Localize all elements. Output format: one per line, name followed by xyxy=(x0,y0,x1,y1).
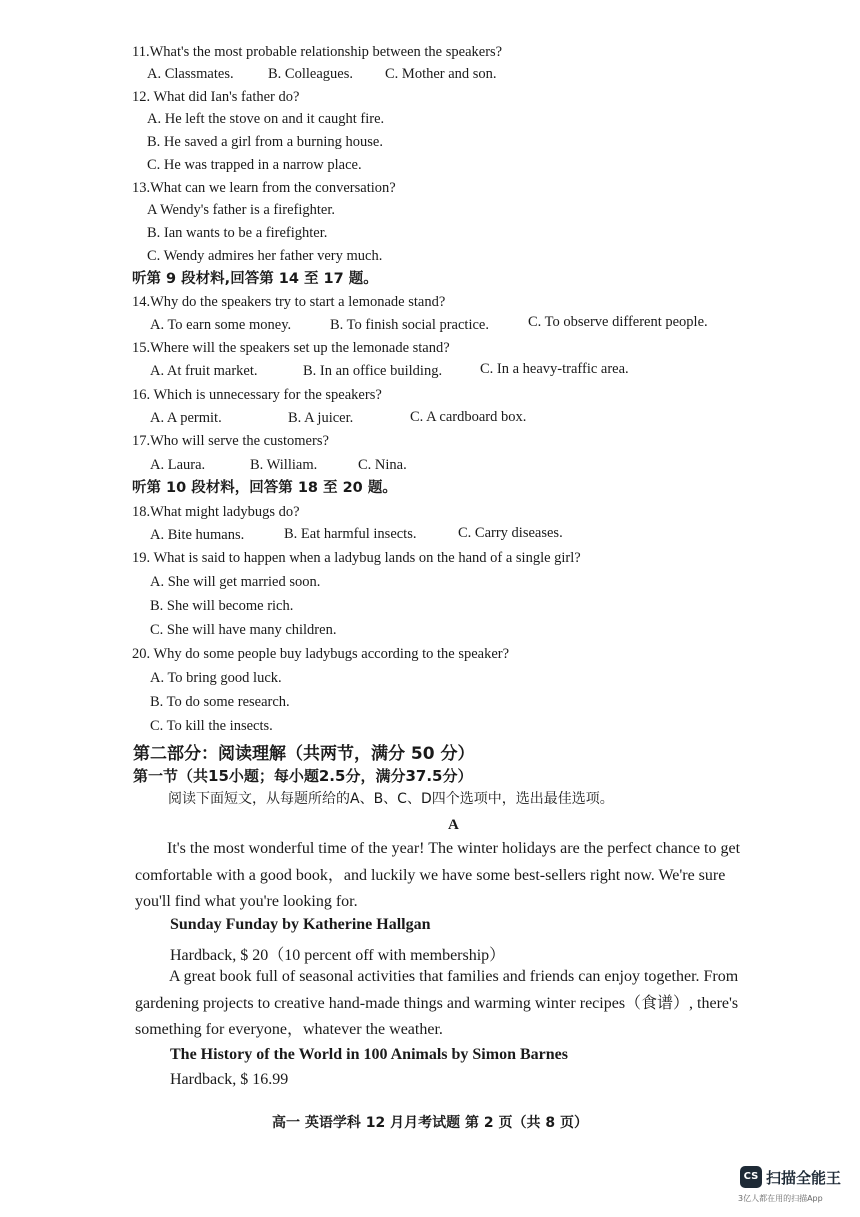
q16-option-b: B. A juicer. xyxy=(288,410,354,426)
question-16-stem: 16. Which is unnecessary for the speakers? xyxy=(132,387,382,403)
book-1-price: Hardback, $ 20（10 percent off with membership） xyxy=(170,947,506,964)
q12-option-b: B. He saved a girl from a burning house. xyxy=(147,134,383,150)
q18-option-b: B. Eat harmful insects. xyxy=(284,526,417,542)
q14-option-c: C. To observe different people. xyxy=(528,314,708,330)
q17-option-c: C. Nina. xyxy=(358,457,407,473)
q15-option-c: C. In a heavy-traffic area. xyxy=(480,361,629,377)
q13-option-a: A Wendy's father is a firefighter. xyxy=(147,202,336,218)
book-2-price: Hardback, $ 16.99 xyxy=(170,1071,289,1088)
q19-option-a: A. She will get married soon. xyxy=(150,574,321,590)
section-heading-material-9: 听第 9 段材料,回答第 14 至 17 题。 xyxy=(132,271,378,287)
q20-option-c: C. To kill the insects. xyxy=(150,718,273,734)
question-15-stem: 15.Where will the speakers set up the lemonade stand? xyxy=(132,340,450,356)
q16-option-a: A. A permit. xyxy=(150,410,222,426)
q11-option-a: A. Classmates. xyxy=(147,66,234,82)
q19-option-b: B. She will become rich. xyxy=(150,598,294,614)
question-19-stem: 19. What is said to happen when a ladybug lands on the hand of a single girl? xyxy=(132,550,581,566)
q15-option-a: A. At fruit market. xyxy=(150,363,258,379)
scanner-logo-icon: CS xyxy=(740,1166,762,1188)
book-2-title: The History of the World in 100 Animals by Simon Barnes xyxy=(170,1046,568,1063)
q13-option-c: C. Wendy admires her father very much. xyxy=(147,248,383,264)
q15-option-b: B. In an office building. xyxy=(303,363,443,379)
q11-option-b: B. Colleagues. xyxy=(268,66,353,82)
q11-option-c: C. Mother and son. xyxy=(385,66,497,82)
scanner-app-name: 扫描全能王 xyxy=(766,1168,842,1187)
passage-label: A xyxy=(448,817,459,833)
q18-option-a: A. Bite humans. xyxy=(150,527,245,543)
question-13-stem: 13.What can we learn from the conversation? xyxy=(132,180,396,196)
q20-option-b: B. To do some research. xyxy=(150,694,290,710)
q12-option-c: C. He was trapped in a narrow place. xyxy=(147,157,362,173)
question-20-stem: 20. Why do some people buy ladybugs according to the speaker? xyxy=(132,646,510,662)
q16-option-c: C. A cardboard box. xyxy=(410,409,527,425)
reading-instruction: 阅读下面短文，从每题所给的A、B、C、D四个选项中，选出最佳选项。 xyxy=(168,791,614,807)
q14-option-b: B. To finish social practice. xyxy=(330,317,489,333)
q20-option-a: A. To bring good luck. xyxy=(150,670,282,686)
part-two-heading: 第二部分：阅读理解（共两节，满分 50 分） xyxy=(133,744,475,764)
book-1-title: Sunday Funday by Katherine Hallgan xyxy=(170,916,431,933)
q12-option-a: A. He left the stove on and it caught fire. xyxy=(147,111,385,127)
q17-option-b: B. William. xyxy=(250,457,318,473)
question-14-stem: 14.Why do the speakers try to start a lemonade stand? xyxy=(132,294,446,310)
question-11-stem: 11.What's the most probable relationship between the speakers? xyxy=(132,44,503,60)
question-18-stem: 18.What might ladybugs do? xyxy=(132,504,300,520)
page-footer: 高一 英语学科 12 月月考试题 第 2 页（共 8 页） xyxy=(272,1115,588,1131)
q19-option-c: C. She will have many children. xyxy=(150,622,337,638)
question-12-stem: 12. What did Ian's father do? xyxy=(132,89,300,105)
section-one-heading: 第一节（共15小题；每小题2.5分，满分37.5分） xyxy=(133,767,473,785)
question-17-stem: 17.Who will serve the customers? xyxy=(132,433,329,449)
q18-option-c: C. Carry diseases. xyxy=(458,525,563,541)
book-1-description: A great book full of seasonal activities that families and friends can enjoy together. From gardening projects to creative hand-made things and warming winter recipes（食谱）, there's something for everyone，whatever the weather. xyxy=(135,968,739,1038)
scanner-tagline: 3亿人都在用的扫描App xyxy=(738,1194,823,1203)
q13-option-b: B. Ian wants to be a firefighter. xyxy=(147,225,328,241)
scanner-watermark xyxy=(740,1166,841,1188)
passage-intro: It's the most wonderful time of the year! The winter holidays are the perfect chance to get comfortable with a good book，and luckily we have some best-sellers right now. We're sure you'll find what you're looking for. xyxy=(135,840,741,910)
section-heading-material-10: 听第 10 段材料，回答第 18 至 20 题。 xyxy=(132,480,397,496)
q14-option-a: A. To earn some money. xyxy=(150,317,292,333)
q17-option-a: A. Laura. xyxy=(150,457,206,473)
